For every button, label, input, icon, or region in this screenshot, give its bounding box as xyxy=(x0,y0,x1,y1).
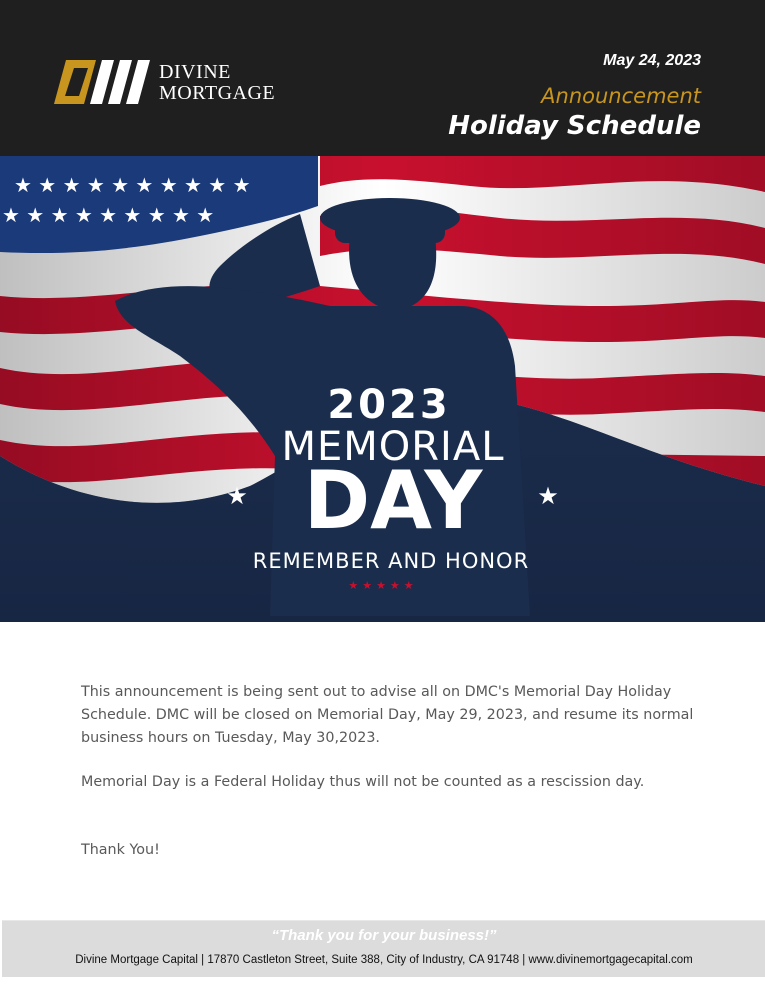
svg-text:★ ★ ★ ★ ★ ★ ★ ★ ★: ★ ★ ★ ★ ★ ★ ★ ★ ★ xyxy=(2,203,215,227)
logo-brand-line2: MORTGAGE xyxy=(159,82,276,104)
header-bar xyxy=(0,0,765,156)
announcement-kicker: Announcement xyxy=(541,84,701,108)
svg-text:★ ★ ★ ★ ★ ★ ★ ★ ★ ★: ★ ★ ★ ★ ★ ★ ★ ★ ★ ★ xyxy=(14,173,251,197)
footer-bar xyxy=(2,920,765,977)
footer-quote: “Thank you for your business!” xyxy=(271,927,497,944)
banner-line2: DAY xyxy=(303,454,483,547)
page-title: Holiday Schedule xyxy=(448,111,701,141)
announcement-date: May 24, 2023 xyxy=(603,52,701,69)
memorial-day-banner xyxy=(0,156,765,622)
banner-illustration xyxy=(0,156,765,622)
logo-brand-line1: DIVINE xyxy=(159,61,231,83)
star-right-icon: ★ xyxy=(537,482,559,510)
dm-logo-mark-icon xyxy=(52,60,156,104)
logo-wordmark xyxy=(159,62,275,104)
body-paragraph-1: This announcement is being sent out to advise all on DMC's Memorial Day Holiday Schedule. DMC will be closed on Memorial Day, May 29, 2023, and resume its normal business hours on Tuesday, May 30,2023. xyxy=(81,684,694,746)
body-paragraph-2: Memorial Day is a Federal Holiday thus will not be counted as a rescission day. xyxy=(81,774,645,790)
announcement-body xyxy=(81,681,701,750)
small-stars-row-icon: ★★★★★ xyxy=(348,579,418,592)
signoff-text: Thank You! xyxy=(81,842,160,858)
banner-year: 2023 xyxy=(327,382,451,428)
star-left-icon: ★ xyxy=(226,482,248,510)
divine-mortgage-logo xyxy=(52,58,282,106)
banner-line1: MEMORIAL xyxy=(281,424,505,470)
banner-tagline: REMEMBER AND HONOR xyxy=(252,549,530,573)
footer-contact-info: Divine Mortgage Capital | 17870 Castleton Street, Suite 388, City of Industry, CA 91748 | www.divinemortgagecapital.com xyxy=(75,954,693,966)
